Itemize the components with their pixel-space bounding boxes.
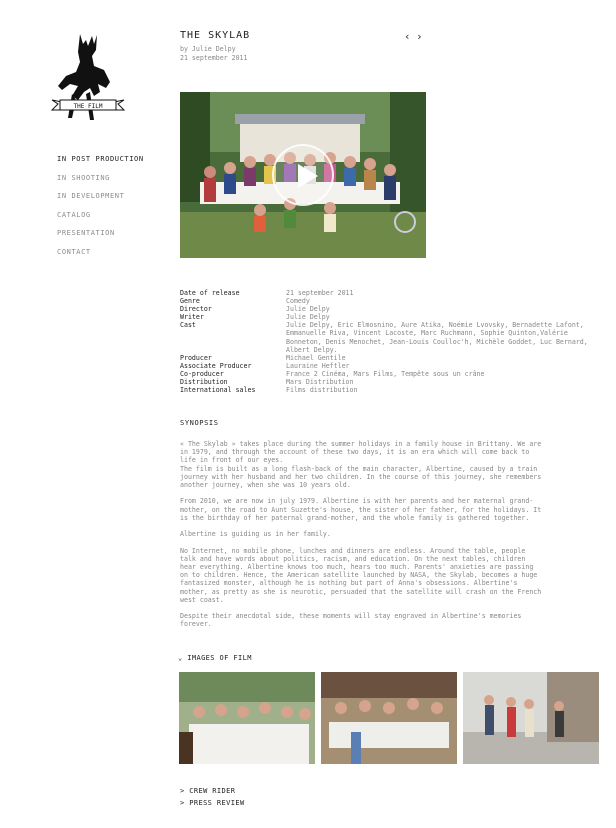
fact-value: Comedy — [286, 297, 310, 306]
fact-label: Associate Producer — [180, 361, 252, 370]
fact-row — [180, 370, 598, 378]
rearing-horse-icon — [50, 30, 126, 126]
synopsis-paragraph: « The Skylab » takes place during the summer holidays in a family house in Brittany. We are in 1979, and through the account of these two days, it is an era which will come back to life in front of our eyes. The film is built as a long flash-back of the main character, Albertine, caused by a train journey with her husband and her two children. In the course of this journey, she remembers another journey, when she was 10 years old. — [180, 440, 542, 490]
next-film-button[interactable]: › — [416, 30, 423, 43]
nav-item-in-post-production[interactable]: IN POST PRODUCTION — [57, 155, 144, 163]
fact-value: 21 september 2011 — [286, 289, 354, 297]
synopsis-paragraph: No Internet, no mobile phone, lunches and dinners are endless. Around the table, people talk and have words about politics, racism, and education. On the next tables, children hear everything. Albertine knows too much, hears too much. Parents' anxieties are passing on to children. Hence, the American satellite launched by NASA, the Skylab, becomes a huge fantasized monster, although he is nothing but part of Anna's obsessions. Albertine's mother, as pretty as she is neurotic, persuaded that the satellite will crash on the French west coast. — [180, 546, 542, 604]
synopsis-text — [180, 440, 544, 637]
fact-row — [180, 297, 598, 305]
fact-label: Distribution — [180, 378, 228, 387]
fact-row — [180, 305, 598, 313]
film-image-thumbnail[interactable] — [463, 672, 599, 764]
main-nav — [57, 155, 144, 267]
fact-value: Michael Gentile — [286, 353, 346, 362]
fact-value: Lauraine Heftler — [286, 361, 350, 370]
film-image — [321, 672, 457, 764]
synopsis-paragraph: Albertine is guiding us in her family. — [180, 530, 331, 539]
film-image — [463, 672, 599, 764]
prev-film-button[interactable]: ‹ — [404, 30, 411, 43]
fact-label: Cast — [180, 321, 196, 330]
fact-row — [180, 313, 598, 321]
video-player[interactable] — [180, 92, 426, 258]
fact-row — [180, 354, 598, 362]
synopsis-paragraph: From 2010, we are now in july 1979. Albertine is with her parents and her maternal grand-mother, on the road to Aunt Suzette's house, the sister of her father, for the holidays. It is the birthday of her paternal grand-mother, and the whole family is gathered together. — [180, 497, 542, 522]
film-image-thumbnail[interactable] — [179, 672, 315, 764]
nav-item-in-development[interactable]: IN DEVELOPMENT — [57, 192, 125, 201]
fact-label: International sales — [180, 386, 256, 395]
page-title: THE SKYLAB — [180, 30, 251, 41]
fact-value: Mars Distribution — [286, 378, 354, 387]
synopsis-paragraph: Despite their anecdotal side, these moments will stay engraved in Albertine's memories forever. — [180, 612, 522, 629]
nav-item-presentation[interactable]: PRESENTATION — [57, 229, 115, 238]
logo[interactable] — [50, 30, 126, 126]
fact-value: Films distribution — [286, 386, 358, 395]
nav-item-in-shooting[interactable]: IN SHOOTING — [57, 173, 110, 182]
fact-label: Producer — [180, 353, 212, 362]
play-icon[interactable] — [272, 144, 334, 206]
fact-value: Julie Delpy — [286, 305, 330, 314]
press-review-link[interactable]: > PRESS REVIEW — [180, 799, 245, 807]
fact-row — [180, 378, 598, 386]
film-image-thumbnail[interactable] — [321, 672, 457, 764]
fact-row — [180, 386, 598, 394]
film-links — [180, 785, 245, 809]
fact-value: France 2 Cinéma, Mars Films, Tempête sous un crâne — [286, 369, 485, 378]
fact-label: Date of release — [180, 289, 240, 297]
logo-text: THE FILM — [73, 103, 103, 110]
nav-item-contact[interactable]: CONTACT — [57, 247, 91, 256]
film-image — [179, 672, 315, 764]
fact-value: Julie Delpy, Eric Elmosnino, Aure Atika, Noémie Lvovsky, Bernadette Lafont, Emmanuelle Riva, Vincent Lacoste, Marc Ruchmann, Sophie Quinton,Valérie Bonneton, Denis Menochet, Jean-Louis Coulloc'h, Michèle Goddet, Luc Bernard, Albert Delpy. — [286, 321, 588, 354]
fact-label: Director — [180, 305, 212, 314]
fact-label: Writer — [180, 313, 204, 322]
fact-row — [180, 289, 598, 297]
film-facts — [180, 289, 598, 394]
film-byline — [180, 45, 248, 63]
fact-label: Co-producer — [180, 369, 224, 378]
fact-label: Genre — [180, 297, 200, 306]
fact-row — [180, 362, 598, 370]
film-date: 21 september 2011 — [180, 54, 248, 62]
film-author: by Julie Delpy — [180, 45, 236, 53]
crew-rider-link[interactable]: > CREW RIDER — [180, 787, 236, 795]
fact-row — [180, 321, 598, 353]
nav-item-catalog[interactable]: CATALOG — [57, 210, 91, 219]
film-pager — [404, 30, 428, 43]
fact-value: Julie Delpy — [286, 313, 330, 322]
synopsis-heading: SYNOPSIS — [180, 419, 219, 427]
images-of-film-toggle[interactable]: ⌄ IMAGES OF FILM — [178, 654, 252, 662]
